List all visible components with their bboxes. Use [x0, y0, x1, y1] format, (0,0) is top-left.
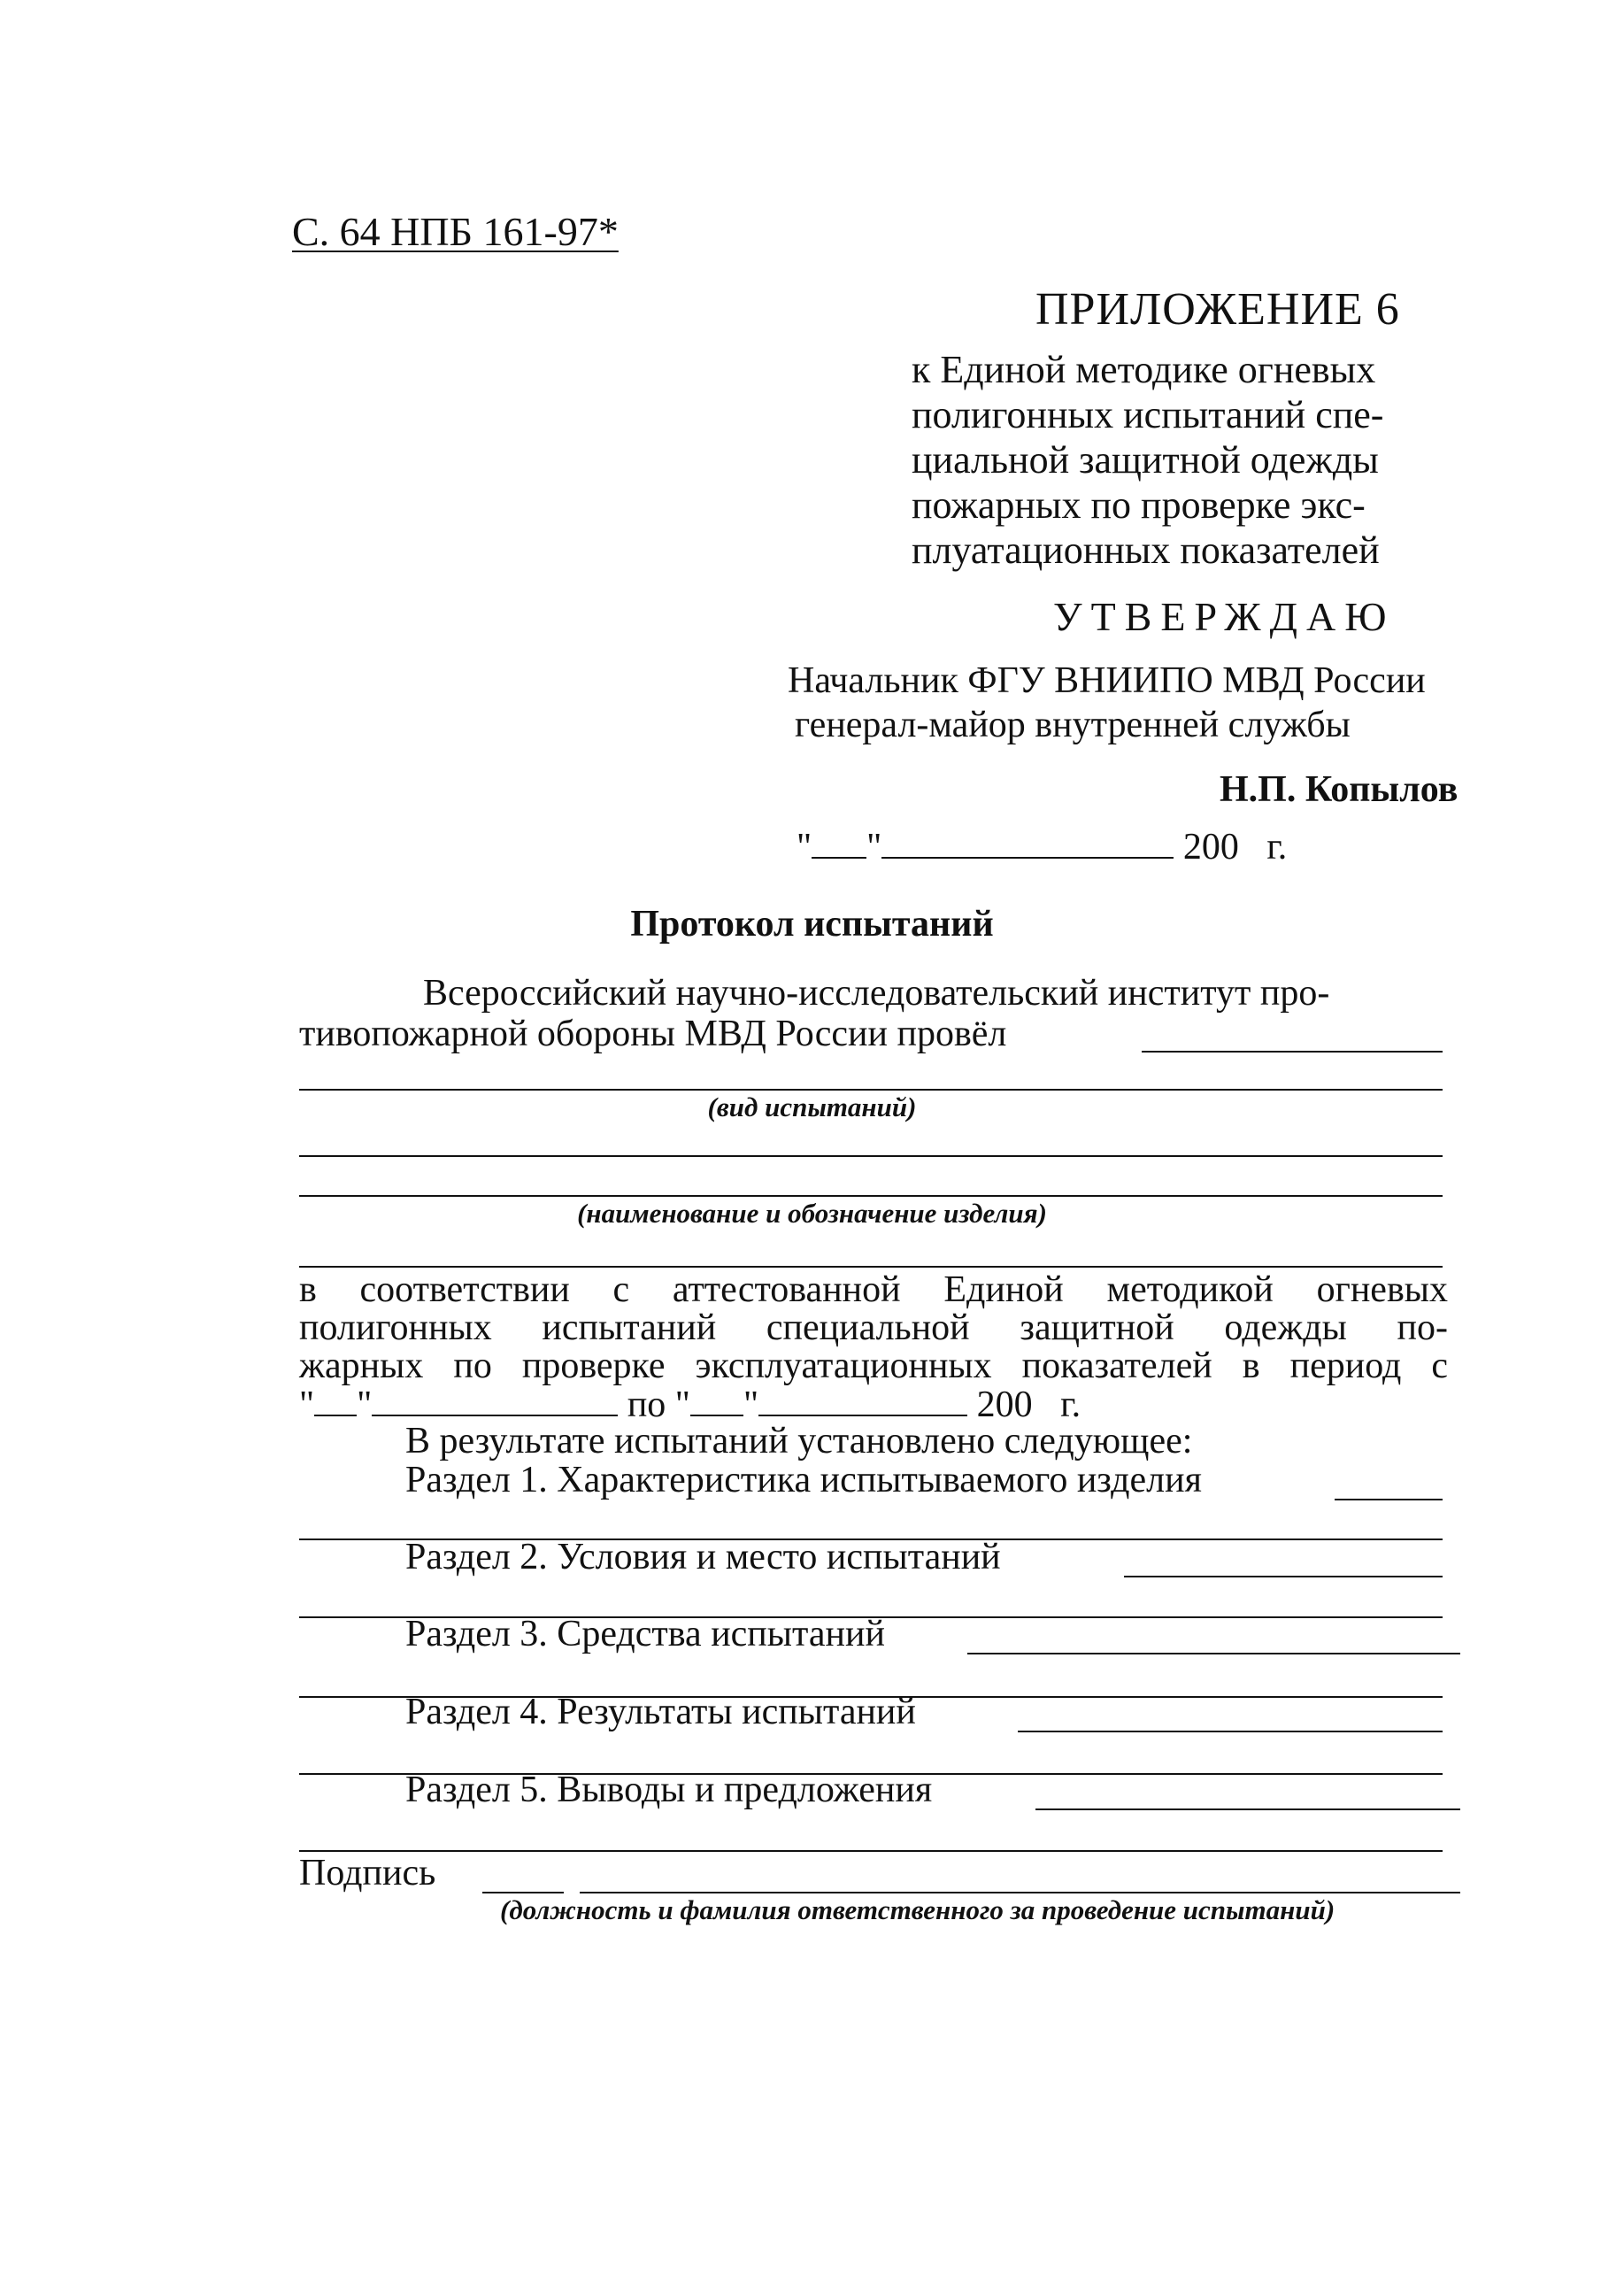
signature-line	[482, 1892, 564, 1893]
fill-line	[1142, 1051, 1443, 1053]
date-suffix: г.	[1266, 826, 1288, 868]
fill-line	[1124, 1576, 1443, 1577]
period-to: по	[627, 1384, 666, 1425]
period-quote: "	[743, 1384, 759, 1425]
appendix-line: плуатационных показателей	[912, 528, 1380, 572]
signature-label: Подпись	[299, 1853, 436, 1893]
section-5: Раздел 5. Выводы и предложения	[405, 1770, 933, 1810]
fill-line	[299, 1089, 1443, 1091]
period-from-day-blank	[314, 1381, 357, 1416]
period-suffix: г.	[1060, 1384, 1081, 1425]
caption-product: (наименование и обозначение изделия)	[577, 1198, 1047, 1229]
signature-line	[580, 1892, 1460, 1893]
results-intro: В результате испытаний установлено следующее:	[405, 1421, 1193, 1461]
approval-rank: генерал-майор внутренней службы	[795, 705, 1351, 745]
date-year: 200	[1182, 826, 1239, 868]
approval-date	[797, 823, 1287, 868]
approval-position: Начальник ФГУ ВНИИПО МВД России	[788, 660, 1426, 701]
date-day-blank	[812, 823, 866, 859]
period-year: 200	[976, 1384, 1033, 1425]
caption-test-type: (вид испытаний)	[707, 1091, 917, 1122]
fill-line	[1018, 1731, 1443, 1732]
fill-line	[299, 1850, 1443, 1852]
appendix-title: ПРИЛОЖЕНИЕ 6	[1035, 284, 1400, 335]
fill-line	[967, 1653, 1460, 1654]
period-quote: "	[674, 1384, 690, 1425]
period-from-month-blank	[372, 1381, 618, 1416]
approval-signer: Н.П. Копылов	[1220, 769, 1459, 810]
appendix-line: к Единой методике огневых	[912, 348, 1376, 391]
appendix-line: полигонных испытаний спе-	[912, 393, 1384, 436]
date-quote: "	[866, 826, 882, 868]
compliance-line-1: в соответствии с аттестованной Единой методикой огневых	[299, 1269, 1448, 1310]
fill-line	[299, 1155, 1443, 1157]
date-quote: "	[797, 826, 812, 868]
appendix-line: циальной защитной одежды	[912, 438, 1379, 482]
compliance-line-2: полигонных испытаний специальной защитной одежды по-	[299, 1307, 1448, 1348]
signature-caption: (должность и фамилия ответственного за проведение испытаний)	[500, 1894, 1335, 1925]
protocol-title: Протокол испытаний	[630, 904, 994, 945]
fill-line	[1335, 1499, 1443, 1500]
page-header: С. 64 НПБ 161-97*	[292, 209, 619, 254]
period-to-day-blank	[690, 1381, 743, 1416]
section-2: Раздел 2. Условия и место испытаний	[405, 1537, 1001, 1577]
intro-line-2: тивопожарной обороны МВД России провёл	[299, 1014, 1007, 1054]
section-1: Раздел 1. Характеристика испытываемого изделия	[405, 1460, 1202, 1500]
section-3: Раздел 3. Средства испытаний	[405, 1614, 885, 1654]
period-quote: "	[357, 1384, 373, 1425]
section-4: Раздел 4. Результаты испытаний	[405, 1692, 916, 1732]
fill-line	[299, 1266, 1443, 1268]
fill-line	[299, 1195, 1443, 1197]
date-month-blank	[881, 823, 1174, 859]
approval-heading: УТВЕРЖДАЮ	[1053, 594, 1396, 639]
fill-line	[1035, 1808, 1460, 1810]
appendix-line: пожарных по проверке экс-	[912, 483, 1366, 527]
compliance-line-3: жарных по проверке эксплуатационных показателей в период с	[299, 1346, 1448, 1386]
intro-line-1: Всероссийский научно-исследовательский институт про-	[423, 973, 1330, 1014]
period-to-month-blank	[758, 1381, 967, 1416]
period-quote: "	[299, 1384, 315, 1425]
